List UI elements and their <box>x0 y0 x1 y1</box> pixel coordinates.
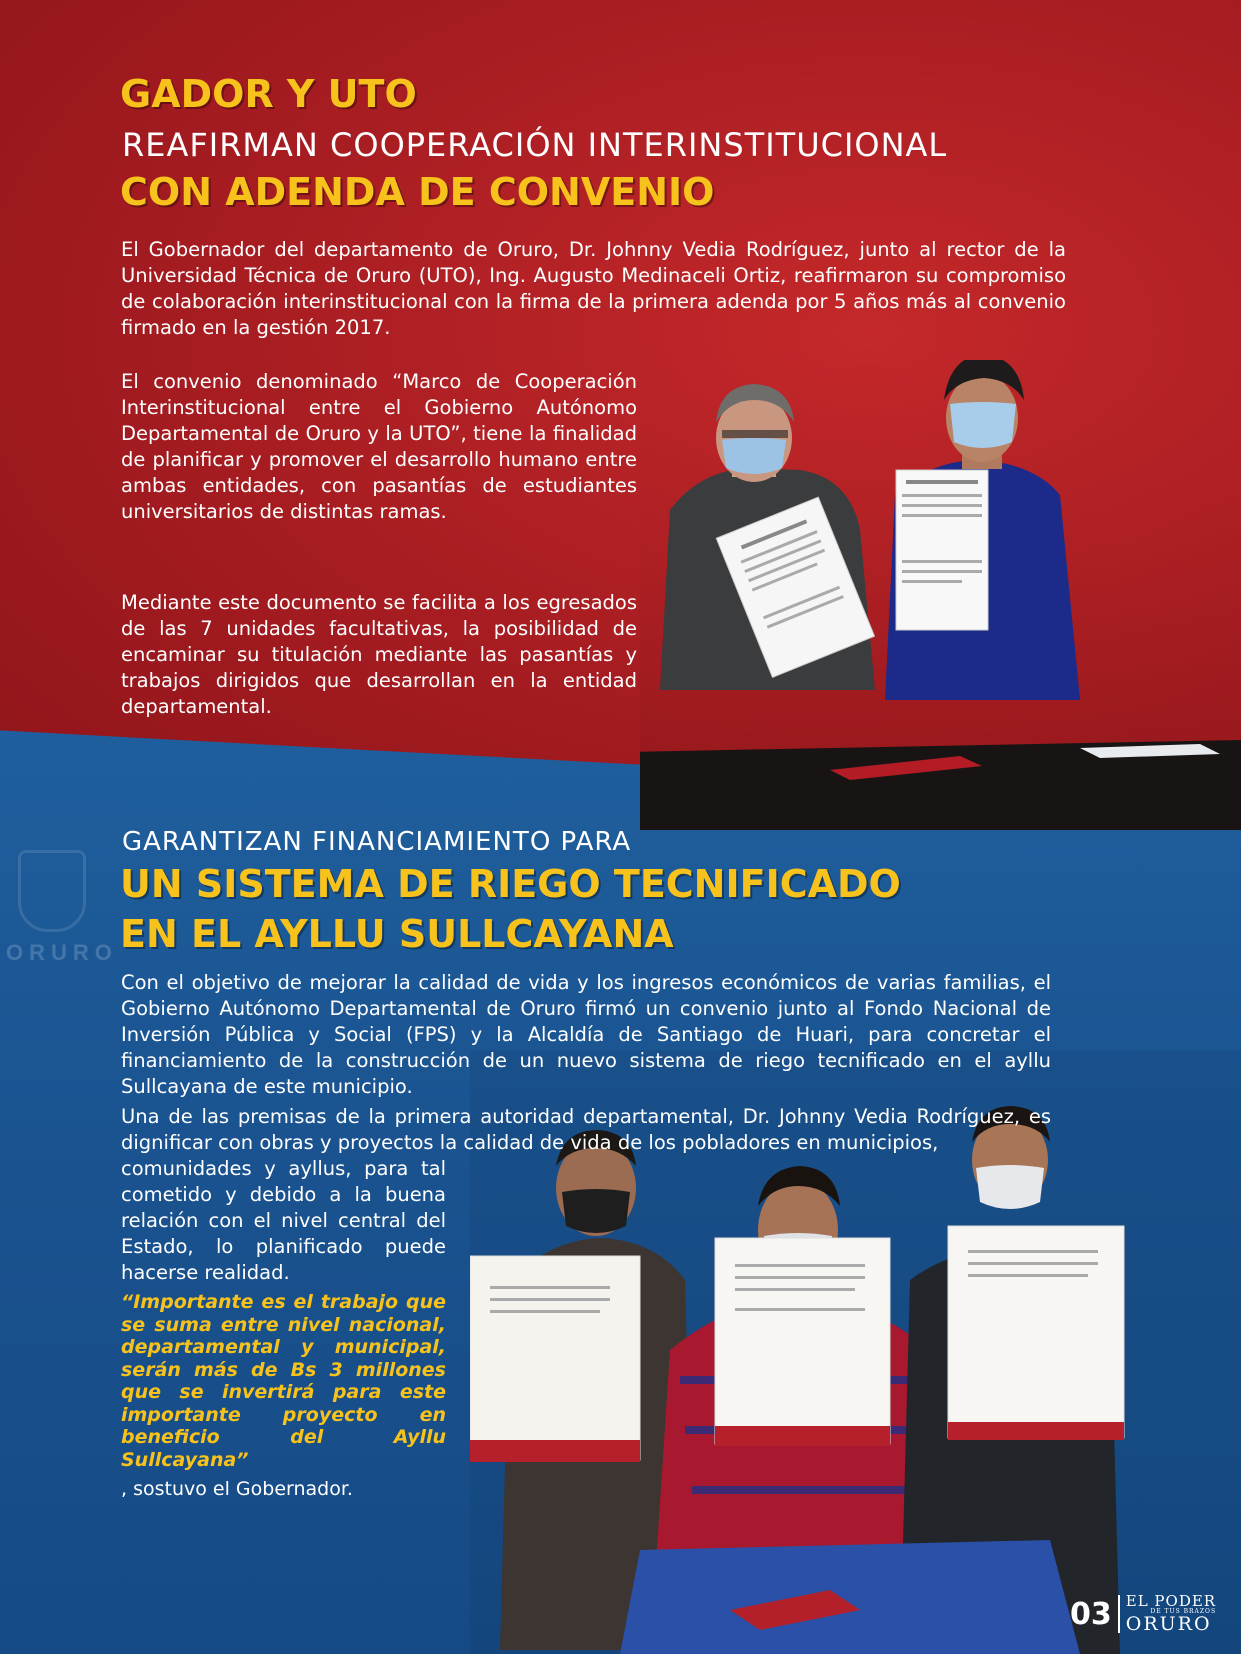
shield-emblem-watermark <box>18 850 86 932</box>
article2-paragraph2-narrow: comunidades y ayllus, para tal cometido y debido a la buena relación con el nivel central del Estado, lo planificado puede hacerse realidad. <box>121 1157 446 1284</box>
article2-title-line1: UN SISTEMA DE RIEGO TECNIFICADO <box>120 862 901 906</box>
article2-paragraph2-full: Una de las premisas de la primera autoridad departamental, Dr. Johnny Vedia Rodríguez, es dignificar con obras y proyectos la calidad de vida de los pobladores en municipios, <box>121 1105 1051 1154</box>
footer-divider <box>1118 1595 1120 1633</box>
article2-title-line2: EN EL AYLLU SULLCAYANA <box>120 912 674 956</box>
brand-logo <box>1126 1594 1216 1634</box>
article1-title-line3: CON ADENDA DE CONVENIO <box>120 170 715 214</box>
governor-quote: “Importante es el trabajo que se suma entre nivel nacional, departamental y municipal, serán más de Bs 3 millones que se invertirá para este importante proyecto en beneficio del Ayllu Sullcayana” <box>121 1291 446 1471</box>
oruro-watermark: ORURO <box>6 940 118 965</box>
brand-line1: EL PODER <box>1125 1592 1217 1610</box>
article1-paragraph2: Mediante este documento se facilita a los egresados de las 7 unidades facultativas, la posibilidad de encaminar su titulación mediante las pasantías y trabajos dirigidos que desarrollan en la entidad departamental. <box>121 591 637 718</box>
article1-lead: El Gobernador del departamento de Oruro, Dr. Johnny Vedia Rodríguez, junto al rector de la Universidad Técnica de Oruro (UTO), Ing. Augusto Medinaceli Ortiz, reafirmaron su compromiso de colaboración interinstitucional con la firma de la primera adenda por 5 años más al convenio firmado en la gestión 2017. <box>121 238 1066 339</box>
page-footer <box>1070 1594 1216 1634</box>
photo-governor-and-rector-signing <box>640 360 1241 830</box>
quote-attribution: , sostuvo el Gobernador. <box>121 1478 353 1500</box>
article2-kicker: GARANTIZAN FINANCIAMIENTO PARA <box>122 827 632 857</box>
article1-title-line1: GADOR Y UTO <box>120 72 417 116</box>
article1-paragraph1: El convenio denominado “Marco de Cooperación Interinstitucional entre el Gobierno Autónomo Departamental de Oruro y la UTO”, tiene la finalidad de planificar y promover el desarrollo humano entre ambas entidades, con pasantías de estudiantes universitarios de distintas ramas. <box>121 370 637 523</box>
page-number: 03 <box>1070 1596 1112 1632</box>
brand-line2: DE TUS BRAZOS <box>1150 1608 1217 1615</box>
brand-line3: ORURO <box>1125 1613 1212 1635</box>
article2-paragraph1: Con el objetivo de mejorar la calidad de vida y los ingresos económicos de varias familias, el Gobierno Autónomo Departamental de Oruro firmó un convenio junto al Fondo Nacional de Inversión Pública y Social (FPS) y la Alcaldía de Santiago de Huari, para concretar el financiamiento de la construcción de un nuevo sistema de riego tecnificado en el ayllu Sullcayana de este municipio. <box>121 971 1051 1098</box>
article1-title-line2: REAFIRMAN COOPERACIÓN INTERINSTITUCIONAL <box>122 126 948 164</box>
